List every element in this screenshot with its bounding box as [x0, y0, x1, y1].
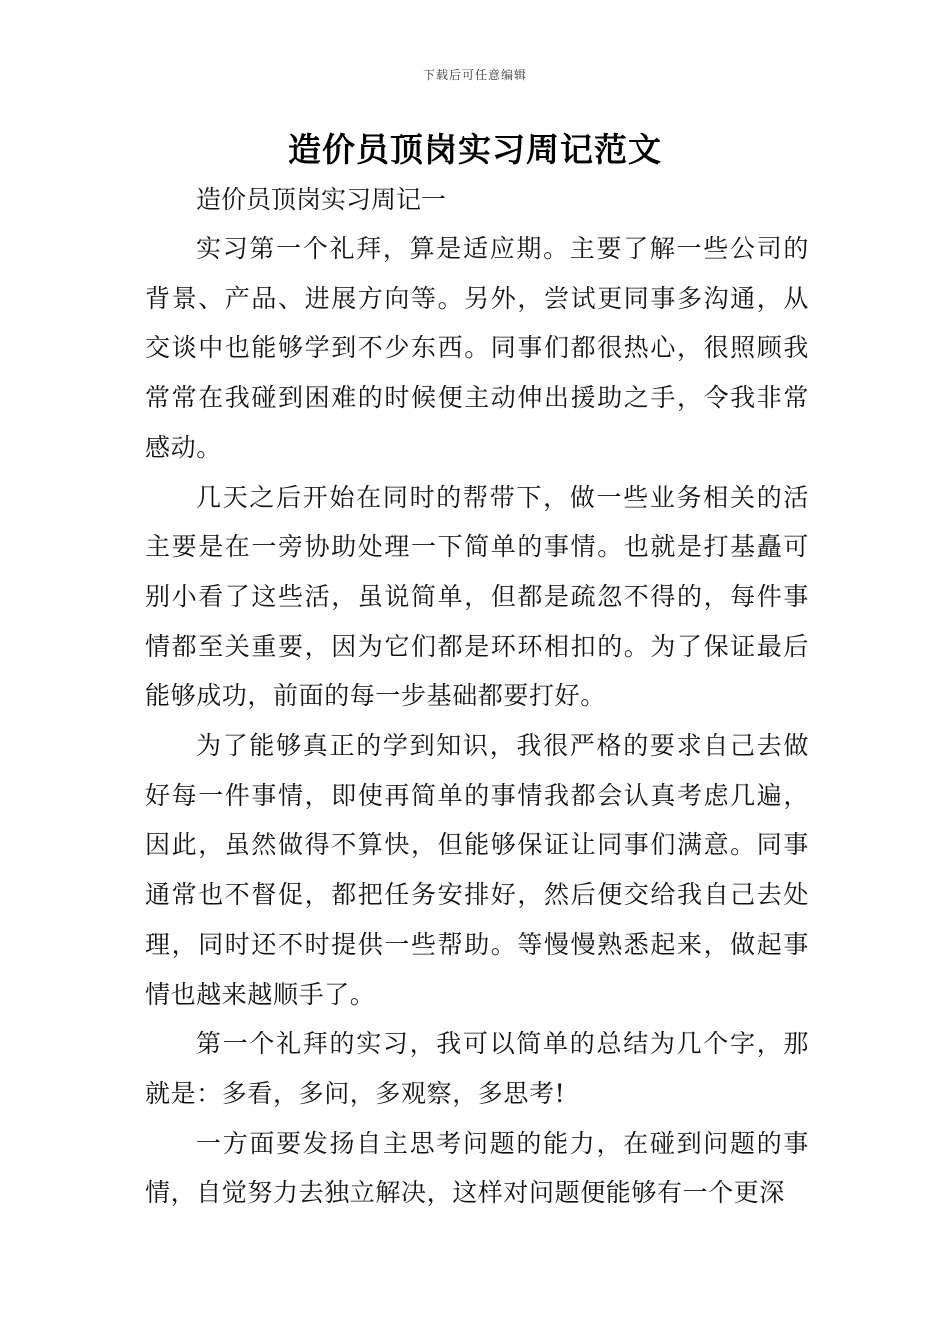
paragraph-1: 实习第一个礼拜，算是适应期。主要了解一些公司的背景、产品、进展方向等。另外，尝试更同事多沟通，从交谈中也能够学到不少东西。同事们都很热心，很照顾我常常在我碰到困难的时候便主动伸出援助之手，令我非常感动。	[145, 234, 809, 462]
paragraph-5: 一方面要发扬自主思考问题的能力，在碰到问题的事情，自觉努力去独立解决，这样对问题便能够有一个更深	[145, 1128, 809, 1208]
paragraph-2: 几天之后开始在同时的帮带下，做一些业务相关的活主要是在一旁协助处理一下简单的事情。也就是打基矗可别小看了这些活，虽说简单，但都是疏忽不得的，每件事情都至关重要，因为它们都是环环相扣的。为了保证最后能够成功，前面的每一步基础都要打好。	[145, 482, 809, 711]
paragraph-4: 第一个礼拜的实习，我可以简单的总结为几个字，那就是：多看，多问，多观察，多思考!	[145, 1029, 809, 1108]
section-subtitle: 造价员顶岗实习周记一	[196, 185, 447, 214]
header-note: 下载后可任意编辑	[422, 68, 527, 82]
document-title: 造价员顶岗实习周记范文	[288, 130, 662, 169]
document-body	[145, 224, 809, 1218]
paragraph-3: 为了能够真正的学到知识，我很严格的要求自己去做好每一件事情，即使再简单的事情我都会认真考虑几遍，因此，虽然做得不算快，但能够保证让同事们满意。同事通常也不督促，都把任务安排好，然后便交给我自己去处理，同时还不时提供一些帮助。等慢慢熟悉起来，做起事情也越来越顺手了。	[145, 731, 809, 1009]
